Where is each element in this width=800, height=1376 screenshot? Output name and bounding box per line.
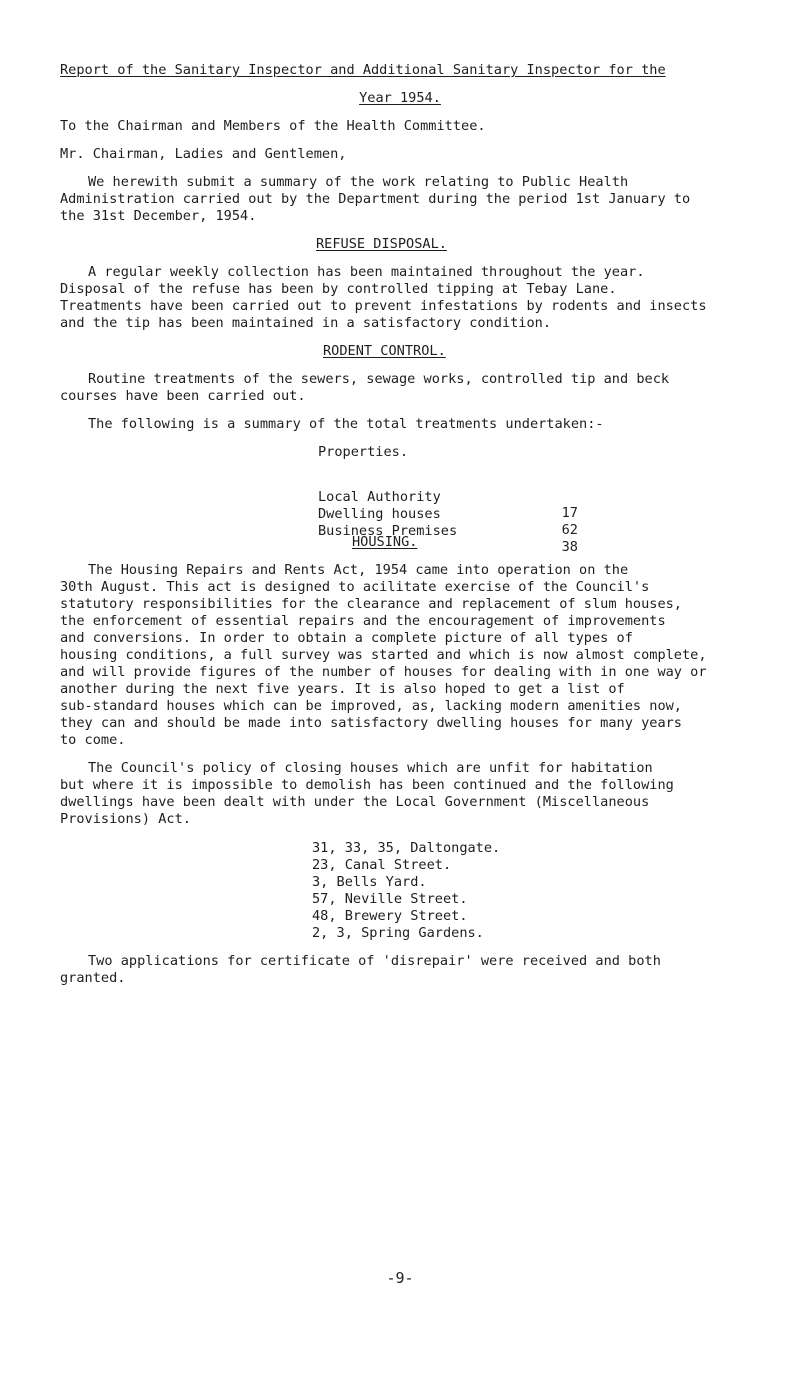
intro-line: We herewith submit a summary of the work relating to Public Health (88, 174, 629, 190)
properties-heading: Properties. (318, 444, 409, 460)
report-title-line1: Report of the Sanitary Inspector and Additional Sanitary Inspector for the (60, 62, 666, 78)
refuse-line: A regular weekly collection has been maintained throughout the year. (88, 264, 645, 280)
housing-para1-line: 30th August. This act is designed to acilitate exercise of the Council's (60, 579, 650, 595)
refuse-line: Treatments have been carried out to prevent infestations by rodents and insects (60, 298, 707, 314)
salutation-greeting: Mr. Chairman, Ladies and Gentlemen, (60, 146, 347, 162)
housing-para1-line: sub-standard houses which can be improved, as, lacking modern amenities now, (60, 698, 682, 714)
housing-para1-line: and will provide figures of the number of houses for dealing with in one way or (60, 664, 707, 680)
housing-para1-line: statutory responsibilities for the clearance and replacement of slum houses, (60, 596, 682, 612)
rodent-line: courses have been carried out. (60, 388, 306, 404)
salutation-committee: To the Chairman and Members of the Health Committee. (60, 118, 486, 134)
housing-para2-line: The Council's policy of closing houses which are unfit for habitation (88, 760, 653, 776)
properties-value: 38 (561, 539, 578, 555)
properties-label: Dwelling houses (318, 505, 441, 522)
rodent-line: Routine treatments of the sewers, sewage works, controlled tip and beck (88, 371, 670, 387)
housing-para1-line: the enforcement of essential repairs and the encouragement of improvements (60, 613, 666, 629)
closed-dwelling-entry: 48, Brewery Street. (312, 908, 468, 924)
housing-para1-line: The Housing Repairs and Rents Act, 1954 came into operation on the (88, 562, 629, 578)
page-number: -9- (386, 1269, 414, 1287)
report-title-line2: Year 1954. (359, 90, 441, 106)
housing-para1-line: another during the next five years. It is also hoped to get a list of (60, 681, 625, 697)
housing-para3-line: granted. (60, 970, 126, 986)
intro-line: Administration carried out by the Department during the period 1st January to (60, 191, 691, 207)
housing-para1-line: to come. (60, 732, 126, 748)
properties-value: 62 (561, 522, 578, 538)
intro-line: the 31st December, 1954. (60, 208, 257, 224)
housing-para1-line: housing conditions, a full survey was started and which is now almost complete, (60, 647, 707, 663)
housing-para2-line: dwellings have been dealt with under the Local Government (Miscellaneous (60, 794, 650, 810)
closed-dwelling-entry: 57, Neville Street. (312, 891, 468, 907)
closed-dwelling-entry: 23, Canal Street. (312, 857, 452, 873)
rodent-heading: RODENT CONTROL. (323, 343, 446, 359)
properties-label: Local Authority (318, 488, 441, 505)
closed-dwelling-entry: 2, 3, Spring Gardens. (312, 925, 484, 941)
rodent-summary-line: The following is a summary of the total treatments undertaken:- (88, 416, 604, 432)
housing-para2-line: Provisions) Act. (60, 811, 191, 827)
properties-value: 17 (561, 505, 578, 521)
housing-para2-line: but where it is impossible to demolish has been continued and the following (60, 777, 674, 793)
housing-para1-line: and conversions. In order to obtain a complete picture of all types of (60, 630, 633, 646)
refuse-line: Disposal of the refuse has been by controlled tipping at Tebay Lane. (60, 281, 617, 297)
refuse-heading: REFUSE DISPOSAL. (316, 236, 447, 252)
housing-para3-line: Two applications for certificate of 'disrepair' were received and both (88, 953, 661, 969)
housing-para1-line: they can and should be made into satisfactory dwelling houses for many years (60, 715, 682, 731)
closed-dwelling-entry: 31, 33, 35, Daltongate. (312, 840, 501, 856)
refuse-line: and the tip has been maintained in a satisfactory condition. (60, 315, 552, 331)
properties-label: Business Premises (318, 522, 458, 539)
closed-dwelling-entry: 3, Bells Yard. (312, 874, 427, 890)
housing-heading: HOUSING. (352, 534, 418, 550)
